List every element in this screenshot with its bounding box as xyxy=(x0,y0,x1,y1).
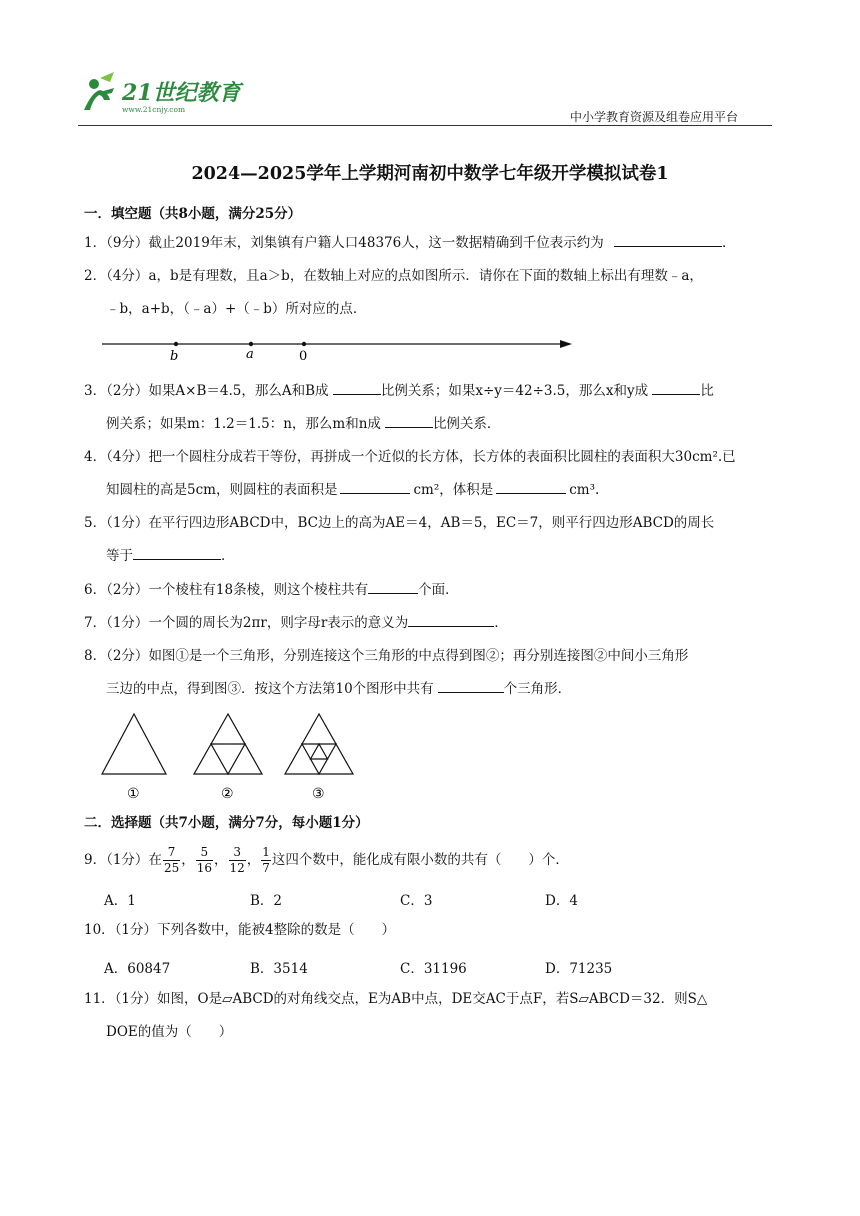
question-6: 6．（2分）一个棱柱有18条棱，则这个棱柱共有 个面． xyxy=(84,574,778,607)
answer-blank[interactable] xyxy=(408,612,494,627)
figure-label-2: ② xyxy=(221,786,234,802)
figure-label-3: ③ xyxy=(312,786,325,802)
question-8: 8．（2分）如图①是一个三角形，分别连接这个三角形的中点得到图②；再分别连接图②中间小三角形 三边的中点，得到图③．按这个方法第10个图形中共有 个三角形． xyxy=(84,648,689,697)
logo-url: www.21cnjy.com xyxy=(122,105,186,114)
point-label-zero: 0 xyxy=(299,349,308,364)
question-9: 9．（1分）在 $\frac{7}{25}$ ， $\frac{5}{16}$ ， $\frac{3}{12}$ ， $\frac{1}{7}$ 这四个数中，能化成有限小数的共有（ ）个． xyxy=(84,845,569,875)
answer-blank[interactable] xyxy=(496,479,566,494)
answer-blank[interactable] xyxy=(133,545,221,560)
option-d[interactable]: D．4 xyxy=(545,893,578,909)
option-d[interactable]: D．71235 xyxy=(545,961,613,977)
option-a[interactable]: A．60847 xyxy=(104,961,171,977)
question-2: 2．（4分）a，b是有理数，且a＞b，在数轴上对应的点如图所示．请你在下面的数轴上标出有理数﹣a， ﹣b，a+b，（﹣a）+（﹣b）所对应的点． xyxy=(84,268,703,317)
logo xyxy=(78,70,248,116)
answer-blank[interactable] xyxy=(438,678,504,693)
option-a[interactable]: A．1 xyxy=(104,893,136,909)
header-divider xyxy=(78,125,772,126)
triangle-figure-3 xyxy=(285,714,353,774)
fraction-7-25: $\frac{7}{25}$ xyxy=(163,845,180,875)
point-label-b: b xyxy=(170,349,179,364)
platform-label: 中小学教育资源及组卷应用平台 xyxy=(569,110,738,124)
logo-text: 21世纪教育 xyxy=(122,80,241,106)
section-heading-fill-in: 一．填空题（共8小题，满分25分） xyxy=(84,206,302,222)
question-7: 7．（1分）一个圆的周长为2πr，则字母r表示的意义为 ． xyxy=(84,607,778,640)
fraction-1-7: $\frac{1}{7}$ xyxy=(262,845,270,875)
number-line xyxy=(100,334,580,364)
fraction-3-12: $\frac{3}{12}$ xyxy=(229,845,245,875)
answer-blank[interactable] xyxy=(333,380,381,395)
answer-blank[interactable] xyxy=(385,413,433,428)
figure-label-1: ① xyxy=(127,786,140,802)
question-10: 10．（1分）下列各数中，能被4整除的数是（ ） xyxy=(84,922,396,938)
triangle-figures xyxy=(98,710,362,804)
question-11: 11．（1分）如图，O是▱ABCD的对角线交点，E为AB中点，DE交AC于点F，若S▱ABCD＝32．则S△ DOE的值为（ ） xyxy=(84,991,708,1040)
option-c[interactable]: C．3 xyxy=(400,893,433,909)
triangle-figure-1 xyxy=(102,714,166,774)
section-heading-choice: 二．选择题（共7小题，满分7分，每小题1分） xyxy=(84,815,369,831)
page-title: 2024—2025学年上学期河南初中数学七年级开学模拟试卷1 xyxy=(191,164,669,184)
question-1: 1．（9分）截止2019年末，刘集镇有户籍人口48376人，这一数据精确到千位表示约为 ． xyxy=(84,227,778,260)
point-label-a: a xyxy=(246,347,254,362)
answer-blank[interactable] xyxy=(652,380,700,395)
question-4: 4．（4分）把一个圆柱分成若干等份，再拼成一个近似的长方体，长方体的表面积比圆柱的表面积大30cm².已 知圆柱的高是5cm，则圆柱的表面积是 cm²，体积是 cm³. xyxy=(84,449,736,498)
option-b[interactable]: B．2 xyxy=(250,893,283,909)
fraction-5-16: $\frac{5}{16}$ xyxy=(196,845,212,875)
option-c[interactable]: C．31196 xyxy=(400,961,467,977)
answer-blank[interactable] xyxy=(368,579,418,594)
answer-blank[interactable] xyxy=(614,232,722,247)
question-5: 5．（1分）在平行四边形ABCD中，BC边上的高为AE＝4，AB＝5，EC＝7，则平行四边形ABCD的周长 等于 ． xyxy=(84,515,715,564)
answer-blank[interactable] xyxy=(340,479,410,494)
option-b[interactable]: B．3514 xyxy=(250,961,308,977)
question-3: 3．（2分）如果A×B＝4.5，那么A和B成 比例关系；如果x÷y＝42÷3.5，那么x和y成 比 例关系；如果m：1.2＝1.5：n，那么m和n成 比例关系． xyxy=(84,375,778,441)
triangle-figure-2 xyxy=(194,714,262,774)
